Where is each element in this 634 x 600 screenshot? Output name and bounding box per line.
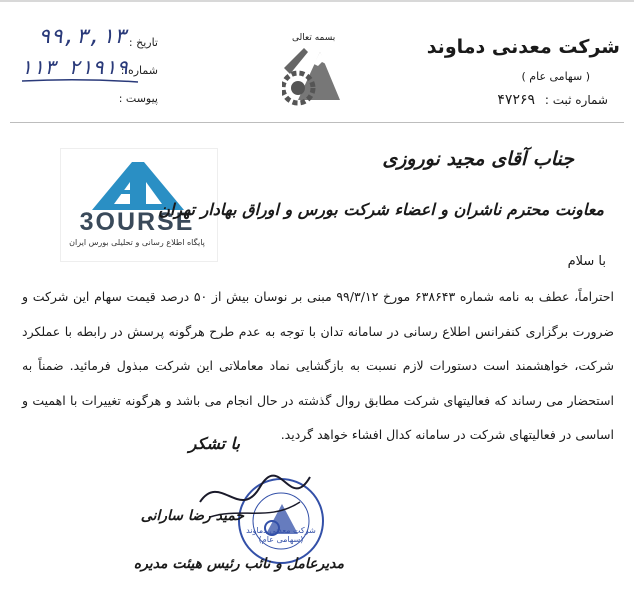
company-name: شرکت معدنی دماوند xyxy=(426,36,620,58)
attachment-label: پیوست : xyxy=(118,92,158,105)
registration-label: شماره ثبت : xyxy=(544,93,608,107)
date-label: تاریخ : xyxy=(128,36,158,49)
registration-row xyxy=(497,92,608,108)
addressee-title: معاونت محترم ناشران و اعضاء شرکت بورس و اوراق بهادار تهران xyxy=(158,200,604,219)
date-handwritten: ۹۹,۳,۱۳ xyxy=(38,24,127,48)
number-handwritten: ۱۱۳ ۲۱۹۱۹ xyxy=(20,55,129,79)
registration-number: ۴۷۲۶۹ xyxy=(497,92,536,108)
letter-body: احتراماً، عطف به نامه شماره ۶۳۸۶۴۳ مورخ ۹۹/۳/۱۲ مبنی بر نوسان بیش از ۵۰ درصد قیمت سهام این شرکت و ضرورت برگزاری کنفرانس اطلاع رسانی در سامانه تدان با توجه به عدم طرح هرگونه پرسش در رابطه با عملکرد شرکت، خواهشمند است دستورات لازم نسبت به بازگشایی نماد معاملاتی این شرکت مبذول فرمائید. ضمناً به استحضار می رساند که فعالیتهای شرکت مطابق روال گذشته در حال انجام می باشد و هرگونه تغییرات با اهمیت و اساسی در فعالیتهای شرکت در سامانه کدال افشاء خواهد گردید. xyxy=(22,289,614,442)
addressee-name: جناب آقای مجید نوروزی xyxy=(382,148,574,170)
signature-thanks: با تشکر xyxy=(188,434,240,453)
bourse-logo-tagline: پایگاه اطلاع رسانی و تحلیلی بورس ایران xyxy=(69,238,205,247)
number-label: شماره : xyxy=(120,64,158,77)
bismillah-text: بسمه تعالی xyxy=(292,33,336,43)
seal-text: شرکت معدنی دماوند (سهامی عام) xyxy=(246,526,316,544)
greeting: با سلام xyxy=(567,254,606,269)
company-type: ( سهامی عام ) xyxy=(521,70,590,83)
signatory-title: مدیرعامل و نائب رئیس هیئت مدیره xyxy=(133,556,344,572)
bourse-logo-word: 3OURSE xyxy=(79,208,195,236)
number-underline xyxy=(20,78,140,84)
top-border xyxy=(0,0,634,2)
header-divider xyxy=(10,122,624,123)
signatory-name: حمید رضا سارانی xyxy=(140,508,244,524)
company-emblem-icon xyxy=(282,44,342,108)
